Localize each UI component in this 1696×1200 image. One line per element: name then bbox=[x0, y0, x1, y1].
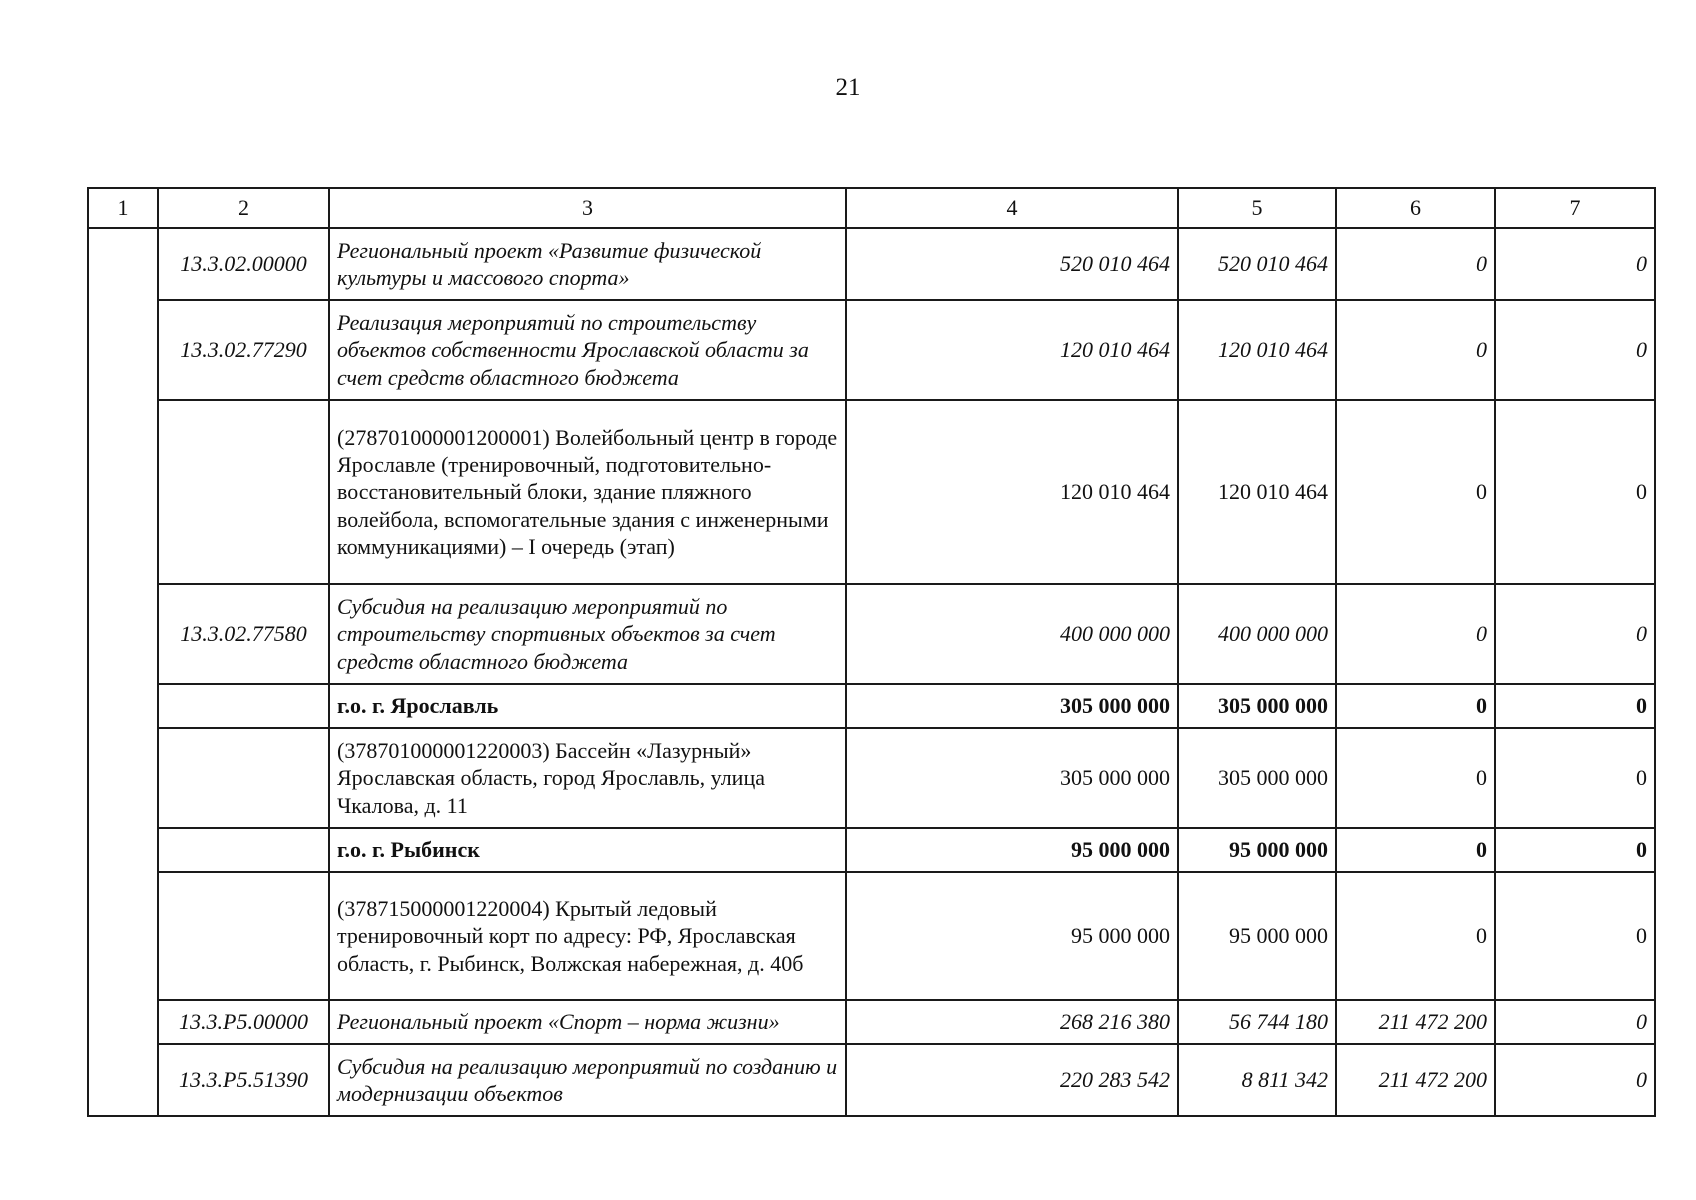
row-col5: 120 010 464 bbox=[1178, 300, 1336, 400]
row-code bbox=[158, 828, 329, 872]
row-col6: 0 bbox=[1336, 828, 1495, 872]
table-row bbox=[88, 872, 1655, 1000]
table-row bbox=[88, 228, 1655, 300]
header-col-1: 1 bbox=[88, 188, 158, 228]
row-col4: 120 010 464 bbox=[846, 400, 1178, 584]
row-col4: 305 000 000 bbox=[846, 728, 1178, 828]
row-col6: 0 bbox=[1336, 584, 1495, 684]
row-description: (378701000001220003) Бассейн «Лазурный» Ярославская область, город Ярославль, улица Чкалова, д. 11 bbox=[329, 728, 846, 828]
row-code: 13.3.02.77580 bbox=[158, 584, 329, 684]
row-description: Субсидия на реализацию мероприятий по строительству спортивных объектов за счет средств областного бюджета bbox=[329, 584, 846, 684]
row-col4: 120 010 464 bbox=[846, 300, 1178, 400]
row-col4: 268 216 380 bbox=[846, 1000, 1178, 1044]
row-col4: 400 000 000 bbox=[846, 584, 1178, 684]
row-code bbox=[158, 872, 329, 1000]
table-row bbox=[88, 1000, 1655, 1044]
row-code: 13.3.02.00000 bbox=[158, 228, 329, 300]
row-col7: 0 bbox=[1495, 584, 1655, 684]
table-row bbox=[88, 828, 1655, 872]
row-col5: 305 000 000 bbox=[1178, 728, 1336, 828]
row-col7: 0 bbox=[1495, 1044, 1655, 1116]
header-col-4: 4 bbox=[846, 188, 1178, 228]
row-col7: 0 bbox=[1495, 228, 1655, 300]
header-col-7: 7 bbox=[1495, 188, 1655, 228]
table-row bbox=[88, 300, 1655, 400]
row-col6: 0 bbox=[1336, 228, 1495, 300]
row-col6: 0 bbox=[1336, 400, 1495, 584]
header-row bbox=[88, 188, 1655, 228]
row-col5: 520 010 464 bbox=[1178, 228, 1336, 300]
row-col6: 211 472 200 bbox=[1336, 1044, 1495, 1116]
row-col4: 95 000 000 bbox=[846, 828, 1178, 872]
page-number: 21 bbox=[835, 74, 861, 101]
row-col7: 0 bbox=[1495, 728, 1655, 828]
row-col6: 0 bbox=[1336, 728, 1495, 828]
row-col5: 56 744 180 bbox=[1178, 1000, 1336, 1044]
row-description: г.о. г. Рыбинск bbox=[329, 828, 846, 872]
row-col5: 400 000 000 bbox=[1178, 584, 1336, 684]
row-col5: 120 010 464 bbox=[1178, 400, 1336, 584]
table-row bbox=[88, 684, 1655, 728]
row-col4: 305 000 000 bbox=[846, 684, 1178, 728]
row-col7: 0 bbox=[1495, 400, 1655, 584]
row-col7: 0 bbox=[1495, 828, 1655, 872]
header-col-3: 3 bbox=[329, 188, 846, 228]
row-code bbox=[158, 684, 329, 728]
row-col5: 95 000 000 bbox=[1178, 828, 1336, 872]
row-code bbox=[158, 728, 329, 828]
header-col-2: 2 bbox=[158, 188, 329, 228]
row-col5: 95 000 000 bbox=[1178, 872, 1336, 1000]
row-col4: 520 010 464 bbox=[846, 228, 1178, 300]
row-description: (278701000001200001) Волейбольный центр в городе Ярославле (тренировочный, подготовительно-восстановительный блоки, здание пляжного волейбола, вспомогательные здания с инженерными коммуникациями) – I очередь (этап) bbox=[329, 400, 846, 584]
row-description: Реализация мероприятий по строительству объектов собственности Ярославской области за счет средств областного бюджета bbox=[329, 300, 846, 400]
row-description: Региональный проект «Развитие физической культуры и массового спорта» bbox=[329, 228, 846, 300]
header-col-5: 5 bbox=[1178, 188, 1336, 228]
table-row bbox=[88, 400, 1655, 584]
table-row bbox=[88, 1044, 1655, 1116]
row-col7: 0 bbox=[1495, 1000, 1655, 1044]
row-code bbox=[158, 400, 329, 584]
row-description: г.о. г. Ярославль bbox=[329, 684, 846, 728]
table-row bbox=[88, 584, 1655, 684]
table-row bbox=[88, 728, 1655, 828]
row-col7: 0 bbox=[1495, 872, 1655, 1000]
row-col4: 220 283 542 bbox=[846, 1044, 1178, 1116]
row-col5: 305 000 000 bbox=[1178, 684, 1336, 728]
row-col5: 8 811 342 bbox=[1178, 1044, 1336, 1116]
row-description: (378715000001220004) Крытый ледовый тренировочный корт по адресу: РФ, Ярославская область, г. Рыбинск, Волжская набережная, д. 40б bbox=[329, 872, 846, 1000]
row-code: 13.3.P5.00000 bbox=[158, 1000, 329, 1044]
row-description: Региональный проект «Спорт – норма жизни» bbox=[329, 1000, 846, 1044]
row-col7: 0 bbox=[1495, 300, 1655, 400]
row-description: Субсидия на реализацию мероприятий по созданию и модернизации объектов bbox=[329, 1044, 846, 1116]
row-col7: 0 bbox=[1495, 684, 1655, 728]
row-col6: 0 bbox=[1336, 300, 1495, 400]
budget-table bbox=[87, 187, 1656, 1117]
row-code: 13.3.P5.51390 bbox=[158, 1044, 329, 1116]
row-col4: 95 000 000 bbox=[846, 872, 1178, 1000]
row-code: 13.3.02.77290 bbox=[158, 300, 329, 400]
empty-cell bbox=[88, 228, 158, 1116]
row-col6: 0 bbox=[1336, 872, 1495, 1000]
table-body bbox=[88, 228, 1655, 1116]
row-col6: 0 bbox=[1336, 684, 1495, 728]
row-col6: 211 472 200 bbox=[1336, 1000, 1495, 1044]
header-col-6: 6 bbox=[1336, 188, 1495, 228]
